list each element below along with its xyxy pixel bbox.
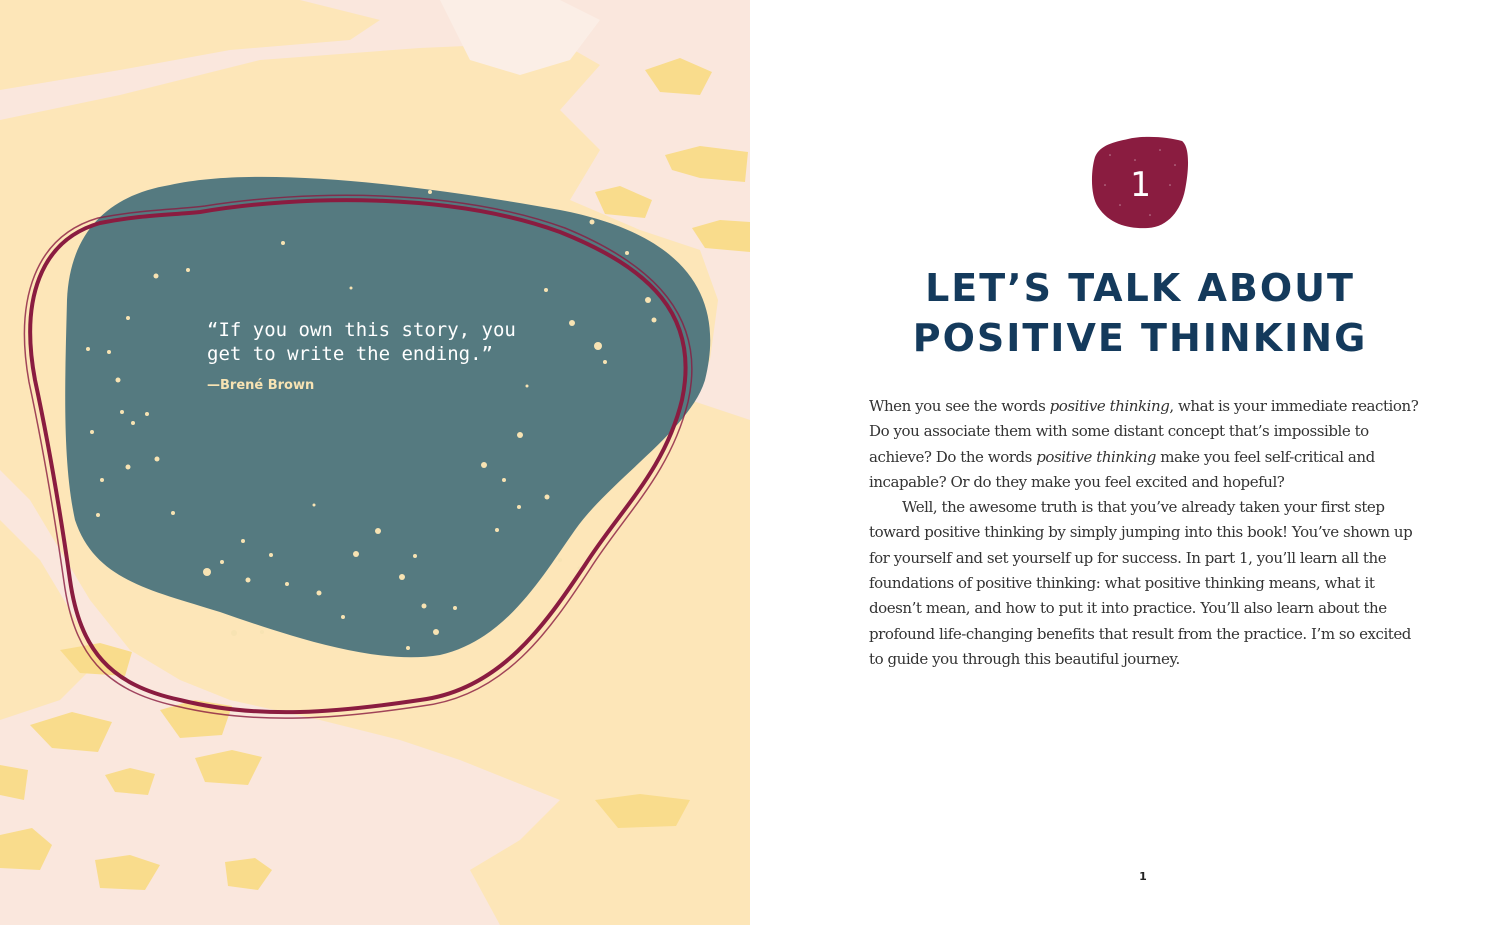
yellow-dab [665, 146, 748, 182]
quote-author: —Brené Brown [207, 378, 315, 393]
chapter-title-line-2: POSITIVE THINKING [912, 316, 1368, 360]
text-run: When you see the words [869, 397, 1050, 415]
yellow-dab [30, 712, 112, 752]
yellow-dab [195, 750, 262, 785]
italic-term: positive thinking [1049, 397, 1170, 415]
yellow-dab [0, 765, 28, 800]
yellow-dab [692, 220, 750, 252]
yellow-dab [595, 186, 652, 218]
body-paragraph-1 [869, 394, 1424, 495]
yellow-dab [645, 58, 712, 95]
quote-line-1: “If you own this story, you [207, 319, 516, 341]
text-run: , what is your immediate reaction? Do you associate them with some distant concept that’s impossible to achieve? Do the words [869, 397, 1419, 466]
body-paragraph-2: Well, the awesome truth is that you’ve already taken your first step toward positive thinking by simply jumping into this book! You’ve shown up for yourself and set yourself up for success. In part 1, you’ll learn all the foundations of positive thinking: what positive thinking means, what it doesn’t mean, and how to put it into practice. You’ll also learn about the profound life-changing benefits that result from the practice. I’m so excited to guide you through this beautiful journey. [869, 498, 1413, 668]
body-text [869, 394, 1424, 672]
yellow-dab [160, 700, 232, 738]
quote-text [207, 318, 527, 366]
chapter-number: 1 [1129, 165, 1151, 205]
italic-term: positive thinking [1036, 447, 1156, 466]
yellow-dab [105, 768, 155, 795]
chapter-title [750, 263, 1500, 363]
yellow-dab [95, 855, 160, 890]
epigraph-quote [207, 318, 527, 393]
chapter-title-line-1: LET’S TALK ABOUT [925, 266, 1355, 310]
text-run: make you feel self-critical and incapable? Or do they make you feel excited and hopeful? [869, 447, 1375, 491]
chapter-number-badge [1090, 135, 1190, 230]
page-number: 1 [1139, 870, 1147, 883]
quote-line-2: get to write the ending.” [207, 343, 493, 365]
yellow-dab [225, 858, 272, 890]
right-page [750, 0, 1500, 925]
yellow-dab [0, 828, 52, 870]
